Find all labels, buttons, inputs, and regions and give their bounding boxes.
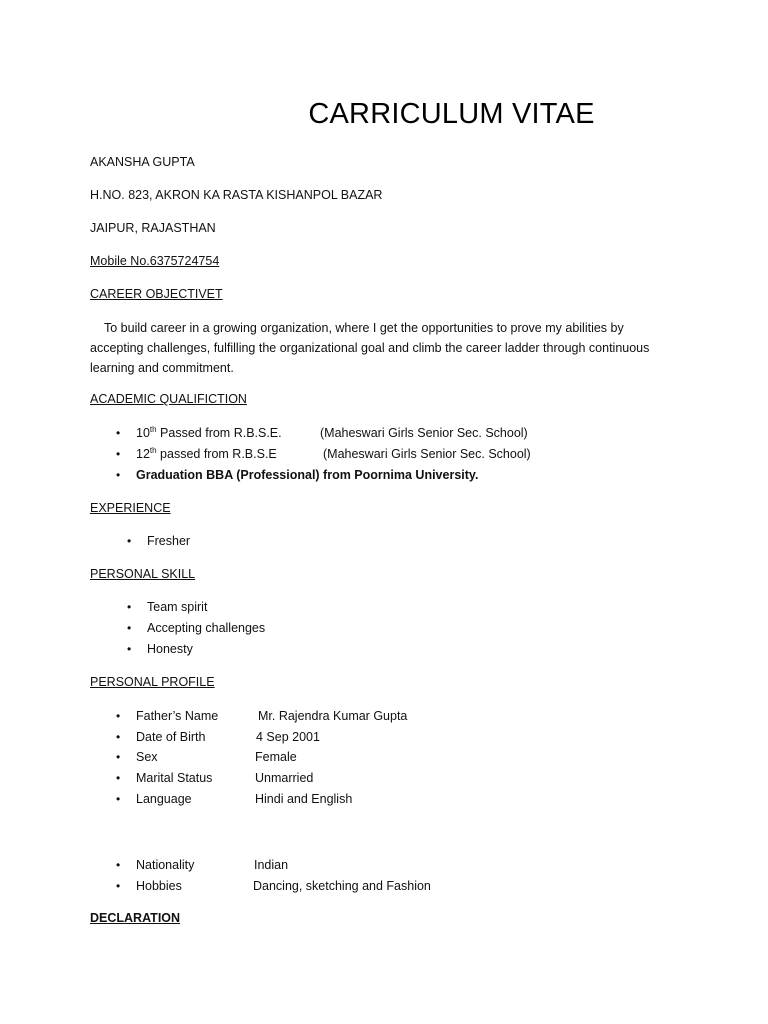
personal-profile-heading: PERSONAL PROFILE	[90, 675, 215, 689]
profile-value-father: Mr. Rajendra Kumar Gupta	[258, 709, 408, 723]
profile-label-father: Father’s Name	[136, 709, 219, 723]
profile-label-marital: Marital Status	[136, 771, 213, 785]
bullet-icon: •	[127, 600, 132, 614]
profile-value-nationality: Indian	[254, 858, 289, 872]
address-line-2: JAIPUR, RAJASTHAN	[90, 221, 216, 235]
applicant-name: AKANSHA GUPTA	[90, 155, 195, 169]
academic-item-10th: 10th Passed from R.B.S.E.	[136, 425, 282, 440]
profile-value-marital: Unmarried	[255, 771, 314, 785]
academic-item-graduation: Graduation BBA (Professional) from Poornima University.	[136, 468, 479, 482]
mobile-number: Mobile No.6375724754	[90, 254, 220, 268]
bullet-icon: •	[116, 468, 121, 482]
skill-item: Accepting challenges	[147, 621, 266, 635]
career-objective-heading: CAREER OBJECTIVET	[90, 287, 223, 301]
experience-item: Fresher	[147, 534, 191, 548]
bullet-icon: •	[127, 642, 132, 656]
bullet-icon: •	[116, 858, 121, 872]
bullet-icon: •	[116, 792, 121, 806]
profile-label-nationality: Nationality	[136, 858, 195, 872]
declaration-heading: DECLARATION	[90, 911, 181, 925]
academic-item-10th-school: (Maheswari Girls Senior Sec. School)	[320, 426, 528, 440]
profile-label-hobbies: Hobbies	[136, 879, 182, 893]
academic-heading: ACADEMIC QUALIFICTION	[90, 392, 247, 406]
bullet-icon: •	[116, 426, 121, 440]
profile-label-language: Language	[136, 792, 192, 806]
bullet-icon: •	[116, 447, 121, 461]
career-objective-text	[90, 318, 680, 378]
skill-item: Team spirit	[147, 600, 208, 614]
bullet-icon: •	[116, 771, 121, 785]
profile-label-dob: Date of Birth	[136, 730, 206, 744]
bullet-icon: •	[127, 534, 132, 548]
career-objective-body: To build career in a growing organization, where I get the opportunities to prove my abilities by accepting challenges, fulfilling the organizational goal and climb the career ladder through continuous learning and commitment.	[90, 321, 650, 375]
bullet-icon: •	[116, 879, 121, 893]
personal-skill-heading: PERSONAL SKILL	[90, 567, 196, 581]
address-line-1: H.NO. 823, AKRON KA RASTA KISHANPOL BAZAR	[90, 188, 383, 202]
profile-value-language: Hindi and English	[255, 792, 353, 806]
academic-item-12th-school: (Maheswari Girls Senior Sec. School)	[323, 447, 531, 461]
bullet-icon: •	[116, 750, 121, 764]
bullet-icon: •	[127, 621, 132, 635]
academic-item-12th: 12th passed from R.B.S.E	[136, 446, 277, 461]
document-title: CARRICULUM VITAE	[308, 98, 595, 130]
bullet-icon: •	[116, 730, 121, 744]
profile-value-sex: Female	[255, 750, 297, 764]
skill-item: Honesty	[147, 642, 193, 656]
profile-value-dob: 4 Sep 2001	[256, 730, 320, 744]
profile-label-sex: Sex	[136, 750, 158, 764]
bullet-icon: •	[116, 709, 121, 723]
experience-heading: EXPERIENCE	[90, 501, 171, 515]
profile-value-hobbies: Dancing, sketching and Fashion	[253, 879, 431, 893]
